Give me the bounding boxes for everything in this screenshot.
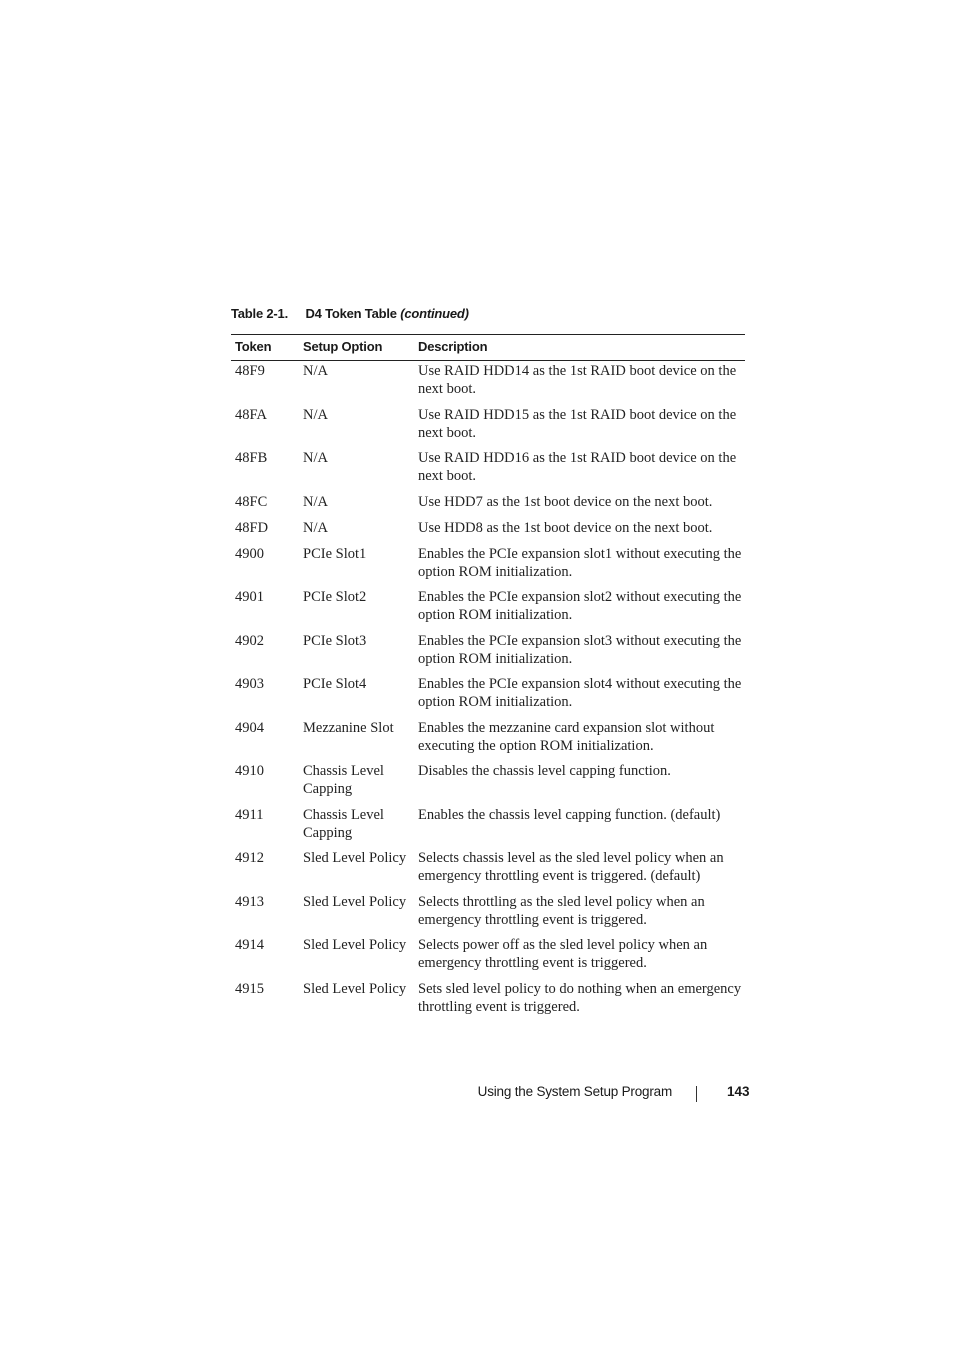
cell-token: 4914 bbox=[235, 937, 264, 953]
table-row bbox=[231, 675, 745, 719]
header-token: Token bbox=[235, 339, 272, 354]
cell-description: Selects chassis level as the sled level policy when an emergency throttling event is triggered. (default) bbox=[418, 850, 724, 884]
cell-token: 4911 bbox=[235, 806, 264, 823]
header-setup-option: Setup Option bbox=[303, 339, 383, 354]
cell-description: Selects power off as the sled level policy when an emergency throttling event is triggered. bbox=[418, 937, 708, 971]
cell-description: Selects throttling as the sled level policy when an emergency throttling event is triggered. bbox=[418, 893, 705, 928]
cell-token: 4910 bbox=[235, 763, 264, 779]
table-caption bbox=[231, 306, 469, 321]
table-header bbox=[231, 338, 745, 358]
cell-description: Enables the PCIe expansion slot4 without executing the option ROM initialization. bbox=[418, 676, 742, 710]
cell-description: Use HDD7 as the 1st boot device on the next boot. bbox=[418, 493, 713, 510]
cell-description: Use HDD8 as the 1st boot device on the next boot. bbox=[418, 519, 713, 536]
cell-setup-option: N/A bbox=[303, 406, 328, 423]
page-number: 143 bbox=[727, 1084, 750, 1099]
cell-setup-option: Sled Level Policy bbox=[303, 980, 407, 997]
cell-description: Enables the PCIe expansion slot1 without executing the option ROM initialization. bbox=[418, 545, 742, 580]
cell-token: 48FD bbox=[235, 519, 269, 536]
cell-token: 4912 bbox=[235, 850, 264, 866]
table-row bbox=[231, 893, 745, 937]
cell-setup-option: PCIe Slot2 bbox=[303, 589, 367, 605]
cell-setup-option: N/A bbox=[303, 363, 328, 379]
table-title: D4 Token Table bbox=[305, 306, 397, 321]
table-top-rule bbox=[231, 334, 745, 335]
header-description: Description bbox=[418, 339, 488, 354]
cell-setup-option: N/A bbox=[303, 519, 328, 536]
cell-token: 4915 bbox=[235, 980, 264, 997]
table-body bbox=[231, 362, 745, 1023]
cell-setup-option: Chassis Level Capping bbox=[303, 806, 384, 841]
table-row bbox=[231, 980, 745, 1024]
cell-description: Enables the chassis level capping function. (default) bbox=[418, 806, 721, 823]
table-continued-label: (continued) bbox=[400, 306, 469, 321]
cell-token: 4902 bbox=[235, 632, 264, 649]
table-row bbox=[231, 849, 745, 893]
table-row bbox=[231, 719, 745, 763]
table-row bbox=[231, 632, 745, 676]
footer-section-title: Using the System Setup Program bbox=[477, 1084, 672, 1099]
cell-token: 4900 bbox=[235, 545, 264, 562]
table-row bbox=[231, 449, 745, 493]
cell-token: 4913 bbox=[235, 893, 264, 910]
cell-token: 48FB bbox=[235, 450, 268, 466]
cell-token: 4901 bbox=[235, 589, 264, 605]
cell-setup-option: Mezzanine Slot bbox=[303, 719, 394, 736]
table-header-rule bbox=[231, 360, 745, 361]
page-footer bbox=[0, 1084, 954, 1104]
cell-description: Enables the mezzanine card expansion slot without executing the option ROM initialization. bbox=[418, 719, 715, 754]
cell-setup-option: Chassis Level Capping bbox=[303, 763, 384, 797]
table-row bbox=[231, 545, 745, 589]
cell-description: Sets sled level policy to do nothing when an emergency throttling event is triggered. bbox=[418, 980, 742, 1015]
cell-description: Disables the chassis level capping function. bbox=[418, 763, 671, 779]
cell-description: Use RAID HDD15 as the 1st RAID boot device on the next boot. bbox=[418, 406, 737, 441]
cell-setup-option: PCIe Slot1 bbox=[303, 545, 367, 562]
cell-setup-option: Sled Level Policy bbox=[303, 937, 407, 953]
cell-setup-option: Sled Level Policy bbox=[303, 893, 407, 910]
cell-setup-option: N/A bbox=[303, 450, 328, 466]
footer-separator bbox=[696, 1086, 697, 1102]
cell-description: Enables the PCIe expansion slot2 without executing the option ROM initialization. bbox=[418, 589, 742, 623]
cell-description: Enables the PCIe expansion slot3 without executing the option ROM initialization. bbox=[418, 632, 742, 667]
cell-setup-option: PCIe Slot4 bbox=[303, 676, 367, 692]
cell-setup-option: PCIe Slot3 bbox=[303, 632, 367, 649]
table-number: Table 2-1. bbox=[231, 306, 289, 321]
table-row bbox=[231, 519, 745, 545]
table-row bbox=[231, 362, 745, 406]
table-row bbox=[231, 762, 745, 806]
table-row bbox=[231, 493, 745, 519]
table-row bbox=[231, 406, 745, 450]
cell-token: 4903 bbox=[235, 676, 264, 692]
cell-description: Use RAID HDD16 as the 1st RAID boot device on the next boot. bbox=[418, 450, 737, 484]
table-row bbox=[231, 936, 745, 980]
table-row bbox=[231, 806, 745, 850]
cell-token: 48FA bbox=[235, 406, 267, 423]
cell-token: 4904 bbox=[235, 719, 264, 736]
table-row bbox=[231, 588, 745, 632]
cell-setup-option: N/A bbox=[303, 493, 328, 510]
cell-token: 48FC bbox=[235, 493, 268, 510]
cell-description: Use RAID HDD14 as the 1st RAID boot device on the next boot. bbox=[418, 363, 737, 397]
cell-token: 48F9 bbox=[235, 363, 265, 379]
cell-setup-option: Sled Level Policy bbox=[303, 850, 407, 866]
